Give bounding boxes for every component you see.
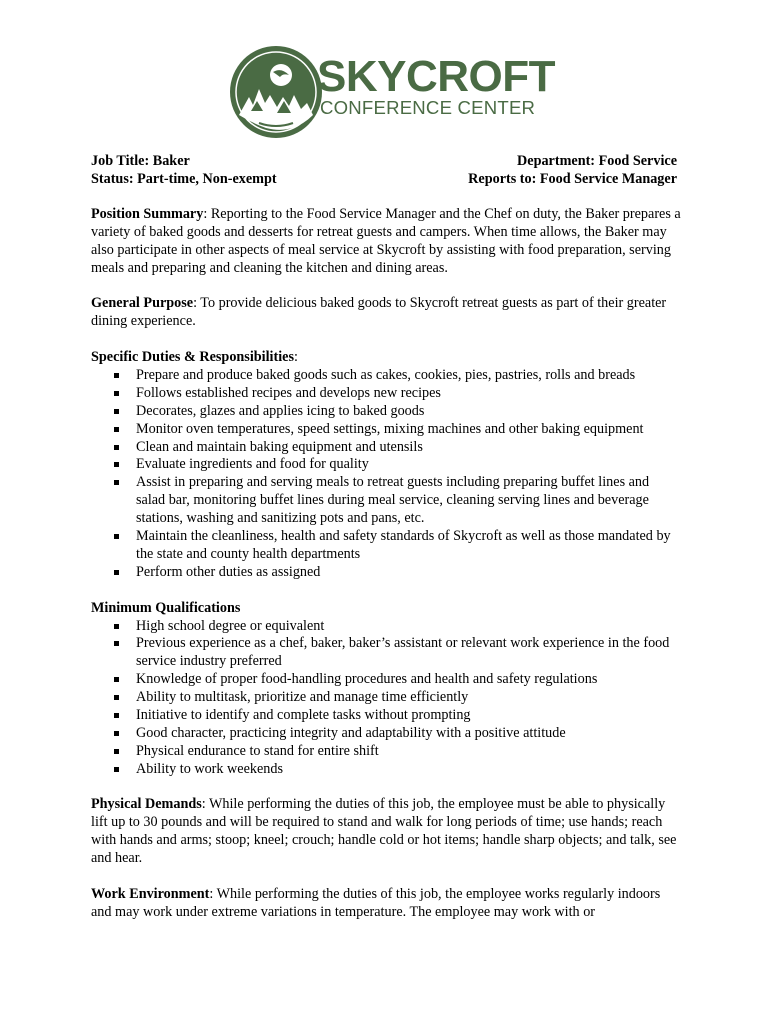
- duties-title: Specific Duties & Responsibilities: [91, 349, 294, 366]
- position-summary-label: Position Summary: [91, 206, 204, 222]
- duties-heading: [91, 349, 681, 367]
- list-item: Clean and maintain baking equipment and utensils: [91, 439, 681, 457]
- reports-to: Reports to: Food Service Manager: [468, 171, 677, 187]
- skycroft-logo: [229, 45, 555, 139]
- position-summary-text: : Reporting to the Food Service Manager and the Chef on duty, the Baker prepares a variety of baked goods and desserts for retreat guests and campers. When time allows, the Baker may also participate in other aspects of meal service at Skycroft by assisting with food preparation, serving meals and preparing and cleaning the kitchen and dining areas.: [91, 206, 681, 276]
- list-item: Monitor oven temperatures, speed settings, mixing machines and other baking equipment: [91, 421, 681, 439]
- job-header: [91, 153, 677, 189]
- general-purpose-label: General Purpose: [91, 295, 194, 312]
- skycroft-emblem-icon: [229, 45, 323, 139]
- job-description-body: [91, 206, 681, 940]
- list-item: Ability to multitask, prioritize and manage time efficiently: [91, 689, 681, 707]
- general-purpose-text: : To provide delicious baked goods to Skycroft retreat guests as part of their greater dining experience.: [91, 295, 667, 330]
- logo-wordmark: SKYCROFT: [317, 52, 555, 101]
- list-item: High school degree or equivalent: [91, 618, 681, 636]
- list-item: Physical endurance to stand for entire shift: [91, 743, 681, 761]
- job-title: Job Title: Baker: [91, 153, 190, 169]
- general-purpose: [91, 295, 681, 331]
- work-environment-label: Work Environment: [91, 885, 210, 902]
- physical-demands-text: : While performing the duties of this job, the employee must be able to physically lift up to 30 pounds and will be required to stand and walk for long periods of time; use hands; reach with hands and arms; stoop; kneel; crouch; handle cold or hot items; handle sharp objects; and talk, see and hear.: [91, 796, 677, 867]
- qualifications-list: [91, 618, 681, 779]
- list-item: Previous experience as a chef, baker, baker’s assistant or relevant work experience in the food service industry preferred: [91, 635, 681, 671]
- list-item: Assist in preparing and serving meals to retreat guests including preparing buffet lines and salad bar, monitoring buffet lines during meal service, cleaning serving lines and beverage stations, washing and sanitizing pots and pans, etc.: [91, 474, 681, 528]
- list-item: Perform other duties as assigned: [91, 564, 681, 582]
- duties-list: [91, 367, 681, 582]
- physical-demands: [91, 796, 681, 868]
- list-item: Follows established recipes and develops new recipes: [91, 385, 681, 403]
- list-item: Evaluate ingredients and food for quality: [91, 456, 681, 474]
- employment-status: Status: Part-time, Non-exempt: [91, 171, 277, 187]
- logo-subtitle: CONFERENCE CENTER: [320, 97, 536, 118]
- list-item: Knowledge of proper food-handling procedures and health and safety regulations: [91, 671, 681, 689]
- list-item: Initiative to identify and complete tasks without prompting: [91, 707, 681, 725]
- position-summary: [91, 206, 681, 278]
- department: Department: Food Service: [517, 153, 677, 169]
- list-item: Decorates, glazes and applies icing to baked goods: [91, 403, 681, 421]
- work-environment: [91, 886, 681, 922]
- list-item: Good character, practicing integrity and adaptability with a positive attitude: [91, 725, 681, 743]
- duties-colon: :: [293, 349, 298, 366]
- work-environment-text: : While performing the duties of this job, the employee works regularly indoors and may work under extreme variations in temperature. The employee may work with or: [91, 885, 661, 920]
- list-item: Ability to work weekends: [91, 761, 681, 779]
- list-item: Maintain the cleanliness, health and safety standards of Skycroft as well as those mandated by the state and county health departments: [91, 528, 681, 564]
- list-item: Prepare and produce baked goods such as cakes, cookies, pies, pastries, rolls and breads: [91, 367, 681, 385]
- physical-demands-label: Physical Demands: [91, 796, 202, 813]
- qualifications-title: Minimum Qualifications: [91, 599, 241, 616]
